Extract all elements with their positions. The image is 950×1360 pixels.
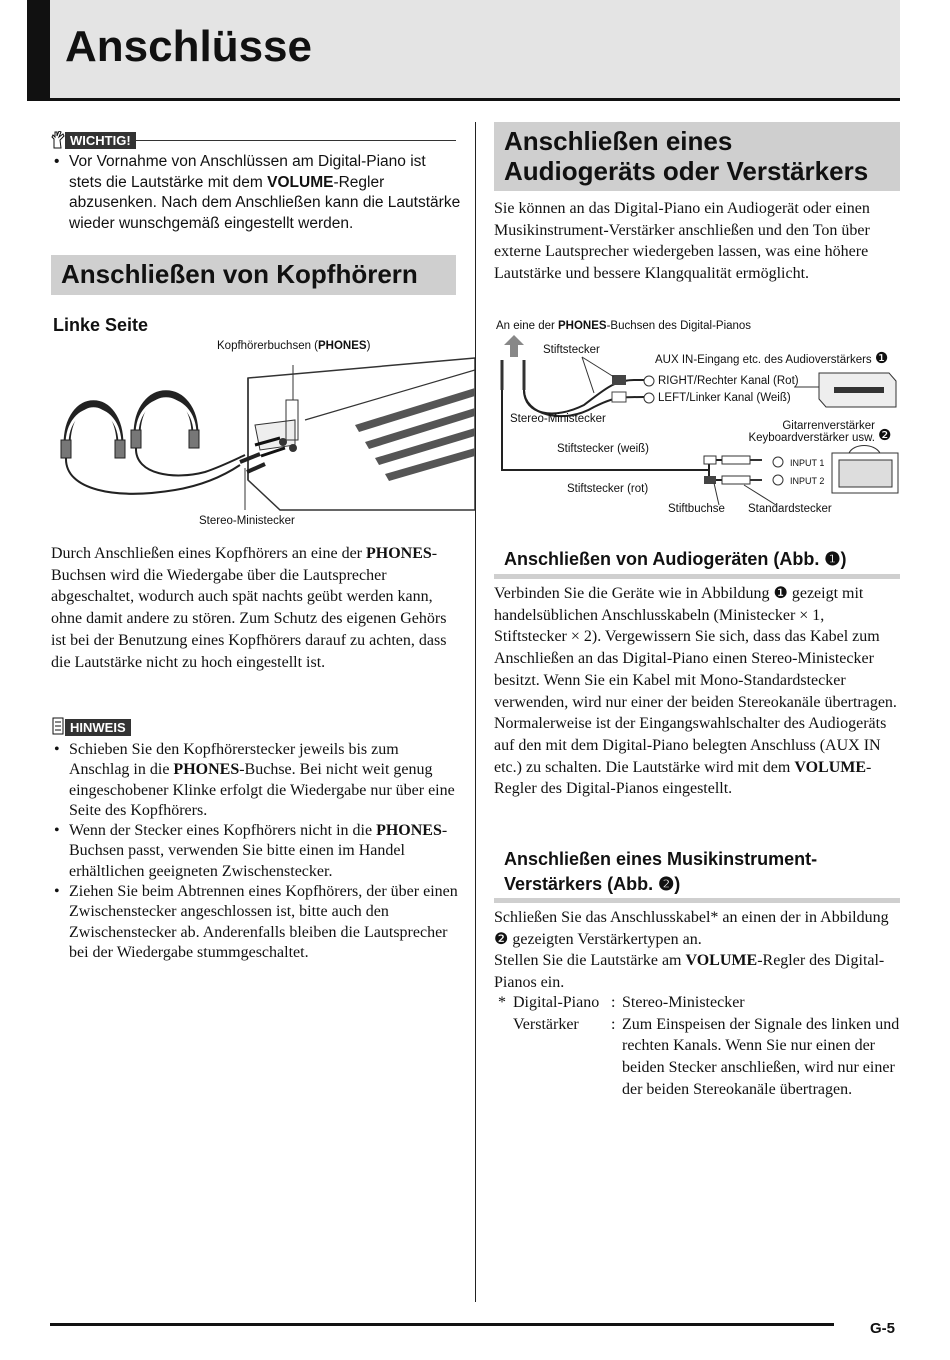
hint-badge: HINWEIS (65, 719, 131, 736)
warning-rule (136, 140, 456, 141)
warning-list (51, 152, 461, 234)
phones-panel (255, 420, 295, 450)
standard-plug-caption: Standardstecker (748, 503, 832, 515)
warning-hand-icon (51, 131, 65, 149)
hint-label (51, 717, 456, 737)
audio-figure-top-caption: An eine der PHONES-Buchsen des Digital-Pianos (496, 320, 752, 332)
pin-plug-caption: Stiftstecker (543, 344, 600, 356)
audio-subheading-rule (494, 574, 900, 579)
stereo-mini-caption: Stereo-Ministecker (510, 413, 606, 425)
pencil-note-icon (51, 717, 65, 737)
page-title: Anschlüsse (65, 22, 312, 71)
audio-intro-paragraph: Sie können an das Digital-Piano ein Audiogerät oder einen Musikinstrument-Verstärker anschließen und den Ton über externe Lautsprecher wiedergeben lassen, was eine höhere Lautstärke und bessere Klangqualität ermöglicht. (494, 200, 870, 283)
headphones-paragraph: Durch Anschließen eines Kopfhörers an eine der PHONES-Buchsen wird die Wiedergabe über die Lautsprecher abgeschaltet, wodurch auch spät nachts geübt werden kann, ohne damit andere zu stören. Zum Schutz des eigenen Gehörs ist bei der Benutzung eines Kopfhörers darauf zu achten, dass die Lautstärke nicht zu hoch eingestellt ist. (51, 545, 447, 671)
input1-label: INPUT 1 (790, 458, 825, 468)
phones-jack-caption: Kopfhörerbuchsen (PHONES) (217, 340, 371, 352)
hint-item: • Schieben Sie den Kopfhörerstecker jeweils bis zum Anschlag in die PHONES-Buchse. Bei nicht weit genug eingeschobener Klinke erfolgt die Wiedergabe nur über eine Seite des Kopfhörers. (51, 740, 461, 821)
title-accent-bar (27, 0, 50, 98)
red-plug-caption: Stiftstecker (rot) (567, 483, 649, 495)
warning-badge: WICHTIG! (65, 132, 136, 149)
warning-label (51, 131, 456, 149)
left-side-label: Linke Seite (53, 315, 149, 335)
audio-subheading: Anschließen von Audiogeräten (Abb. ❶) (504, 549, 847, 569)
hint-item: • Ziehen Sie beim Abtrennen eines Kopfhörers, der über einen Zwischenstecker angeschlossen ist, bitte auch den Zwischenstecker ab. Anderenfalls bleiben die Lautsprecher bei der Wiedergabe stummgeschaltet. (51, 882, 461, 963)
up-arrow-icon (504, 335, 524, 357)
input2-label: INPUT 2 (790, 476, 825, 486)
amp-subheading-rule (494, 898, 900, 903)
white-plug-caption: Stiftstecker (weiß) (557, 443, 650, 455)
hint-list (51, 740, 461, 963)
amp-footnote: * Digital-Piano : Stereo-Ministecker Verstärker : Zum Einspeisen der Signale des linken und rechten Kanals. Wenn Sie nur einen der beiden Stecker anschließen, wird nur einer der beiden Stereokanäle übertragen. (498, 994, 900, 1098)
audio-amp-heading: Anschließen eines Audiogeräts oder Verstärkers (494, 122, 900, 191)
figure-marker-2: ❷ (878, 427, 892, 444)
standard-plug-1 (722, 456, 750, 464)
amp-type-caption: Gitarrenverstärker Keyboardverstärker usw. (748, 420, 875, 444)
headphone-cable-1 (66, 458, 240, 494)
hint-item: • Wenn der Stecker eines Kopfhörers nicht in die PHONES-Buchsen passt, verwenden Sie bitte einen im Handel erhältlichen geeigneten Zwischenstecker. (51, 821, 461, 882)
rca-plug-white (612, 392, 626, 402)
jack-right (644, 376, 654, 386)
standard-plug-2 (722, 476, 750, 484)
right-channel-caption: RIGHT/Rechter Kanal (Rot) (658, 375, 799, 387)
aux-in-caption: AUX IN-Eingang etc. des Audioverstärkers ❶ (655, 350, 889, 367)
warning-item: • Vor Vornahme von Anschlüssen am Digital-Piano ist stets die Lautstärke mit dem VOLUME-Regler abzusenken. Nach dem Anschließen kann die Lautstärke wieder wunschgemäß eingestellt werden. (51, 152, 461, 234)
audio-paragraph: Verbinden Sie die Geräte wie in Abbildung ❶ gezeigt mit handelsüblichen Anschlusskabeln (Ministecker × 1, Stiftstecker × 2). Vergewissern Sie sich, dass das Kabel zum Anschließen an das Digital-Piano einen Stereo-Ministecker besitzt. Wenn Sie ein Kabel mit Mono-Standardstecker verwenden, wird nur einer der beiden Stereokanäle übertragen. Normalerweise ist der Eingangswahlschalter des Audiogeräts auf den mit dem Digital-Piano belegten Anschluss (AUX IN etc.) zu schalten. Die Lautstärke wird mit dem VOLUME-Regler des Digital-Pianos eingestellt. (494, 585, 897, 798)
headphones-figure (55, 350, 475, 515)
amp-paragraph: Schließen Sie das Anschlusskabel* an einen der in Abbildung ❷ gezeigten Verstärkertypen an. Stellen Sie die Lautstärke am VOLUME-Regler des Digital-Pianos ein. (494, 909, 889, 992)
figure-marker-1: ❶ (874, 350, 889, 367)
amp-subheading: Anschließen eines Musikinstrument- Verstärkers (Abb. ❷) (504, 849, 818, 894)
jack-left (644, 393, 654, 403)
mini-plug-caption: Stereo-Ministecker (199, 515, 295, 527)
jack-caption: Stiftbuchse (668, 503, 725, 515)
page-number: G-5 (870, 1320, 896, 1337)
headphones-heading: Anschließen von Kopfhörern (51, 255, 456, 295)
left-channel-caption: LEFT/Linker Kanal (Weiß) (658, 392, 791, 404)
page-title-bar (27, 0, 900, 101)
phones-jack-2 (289, 444, 297, 452)
column-divider (475, 122, 476, 1302)
footer-rule (50, 1323, 834, 1326)
